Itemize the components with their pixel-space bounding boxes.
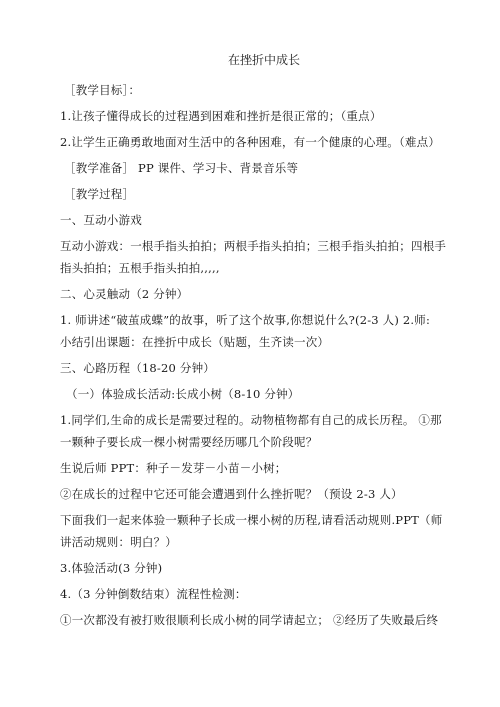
- section-heading-preparation: ［教学准备］ PP 课件、学习卡、背景音乐等: [64, 161, 299, 175]
- paragraph-line: 1.同学们,生命的成长是需要过程的。动物植物都有自己的成长历程。 ①那: [60, 413, 442, 427]
- paragraph-line: 1. 师讲述“破茧成蝶”的故事，听了这个故事,你想说什么?(2-3 人) 2.师:: [60, 313, 431, 327]
- document-title: 在挫折中成长: [227, 53, 300, 67]
- paragraph-line: ①一次都没有被打败很顺利长成小树的同学请起立； ②经历了失败最后终: [60, 613, 439, 627]
- paragraph-line: 指头拍拍；五根手指头拍拍,,,,,: [60, 261, 220, 275]
- paragraph-line: 3.体验活动(3 分钟): [60, 561, 163, 575]
- paragraph-line: 一颗种子要长成一棵小树需要经历哪几个阶段呢？: [60, 435, 318, 449]
- paragraph-line: ②在成长的过程中它还可能会遭遇到什么挫折呢？（预设 2-3 人）: [60, 487, 403, 501]
- step-heading-3: 三、心路历程（18-20 分钟）: [60, 361, 216, 375]
- step-heading-1: 一、互动小游戏: [60, 213, 142, 227]
- goal-item-1: 1.让孩子懂得成长的过程遇到困难和挫折是很正常的；（重点）: [60, 109, 382, 123]
- step-heading-2: 二、心灵触动（2 分钟）: [60, 287, 189, 301]
- paragraph-line: 讲活动规则：明白？）: [60, 535, 177, 549]
- sub-step-heading: （一）体验成长活动:长成小树（8-10 分钟）: [66, 387, 300, 401]
- section-heading-goals: ［教学目标］：: [64, 83, 141, 97]
- paragraph-line: 生说后师 PPT：种子－发芽－小苗－小树；: [60, 461, 287, 475]
- paragraph-line: 互动小游戏：一根手指头拍拍；两根手指头拍拍；三根手指头拍拍；四根手: [60, 239, 447, 253]
- goal-item-2: 2.让学生正确勇敢地面对生活中的各种困难，有一个健康的心理。（难点）: [60, 135, 441, 149]
- section-heading-process: ［教学过程］: [64, 187, 135, 201]
- paragraph-line: 小结引出课题：在挫折中成长（贴题，生齐读一次）: [60, 335, 330, 349]
- paragraph-line: 4.（3 分钟倒数结束）流程性检测：: [60, 587, 247, 601]
- paragraph-line: 下面我们一起来体验一颗种子长成一棵小树的历程,请看活动规则.PPT（师: [60, 513, 443, 527]
